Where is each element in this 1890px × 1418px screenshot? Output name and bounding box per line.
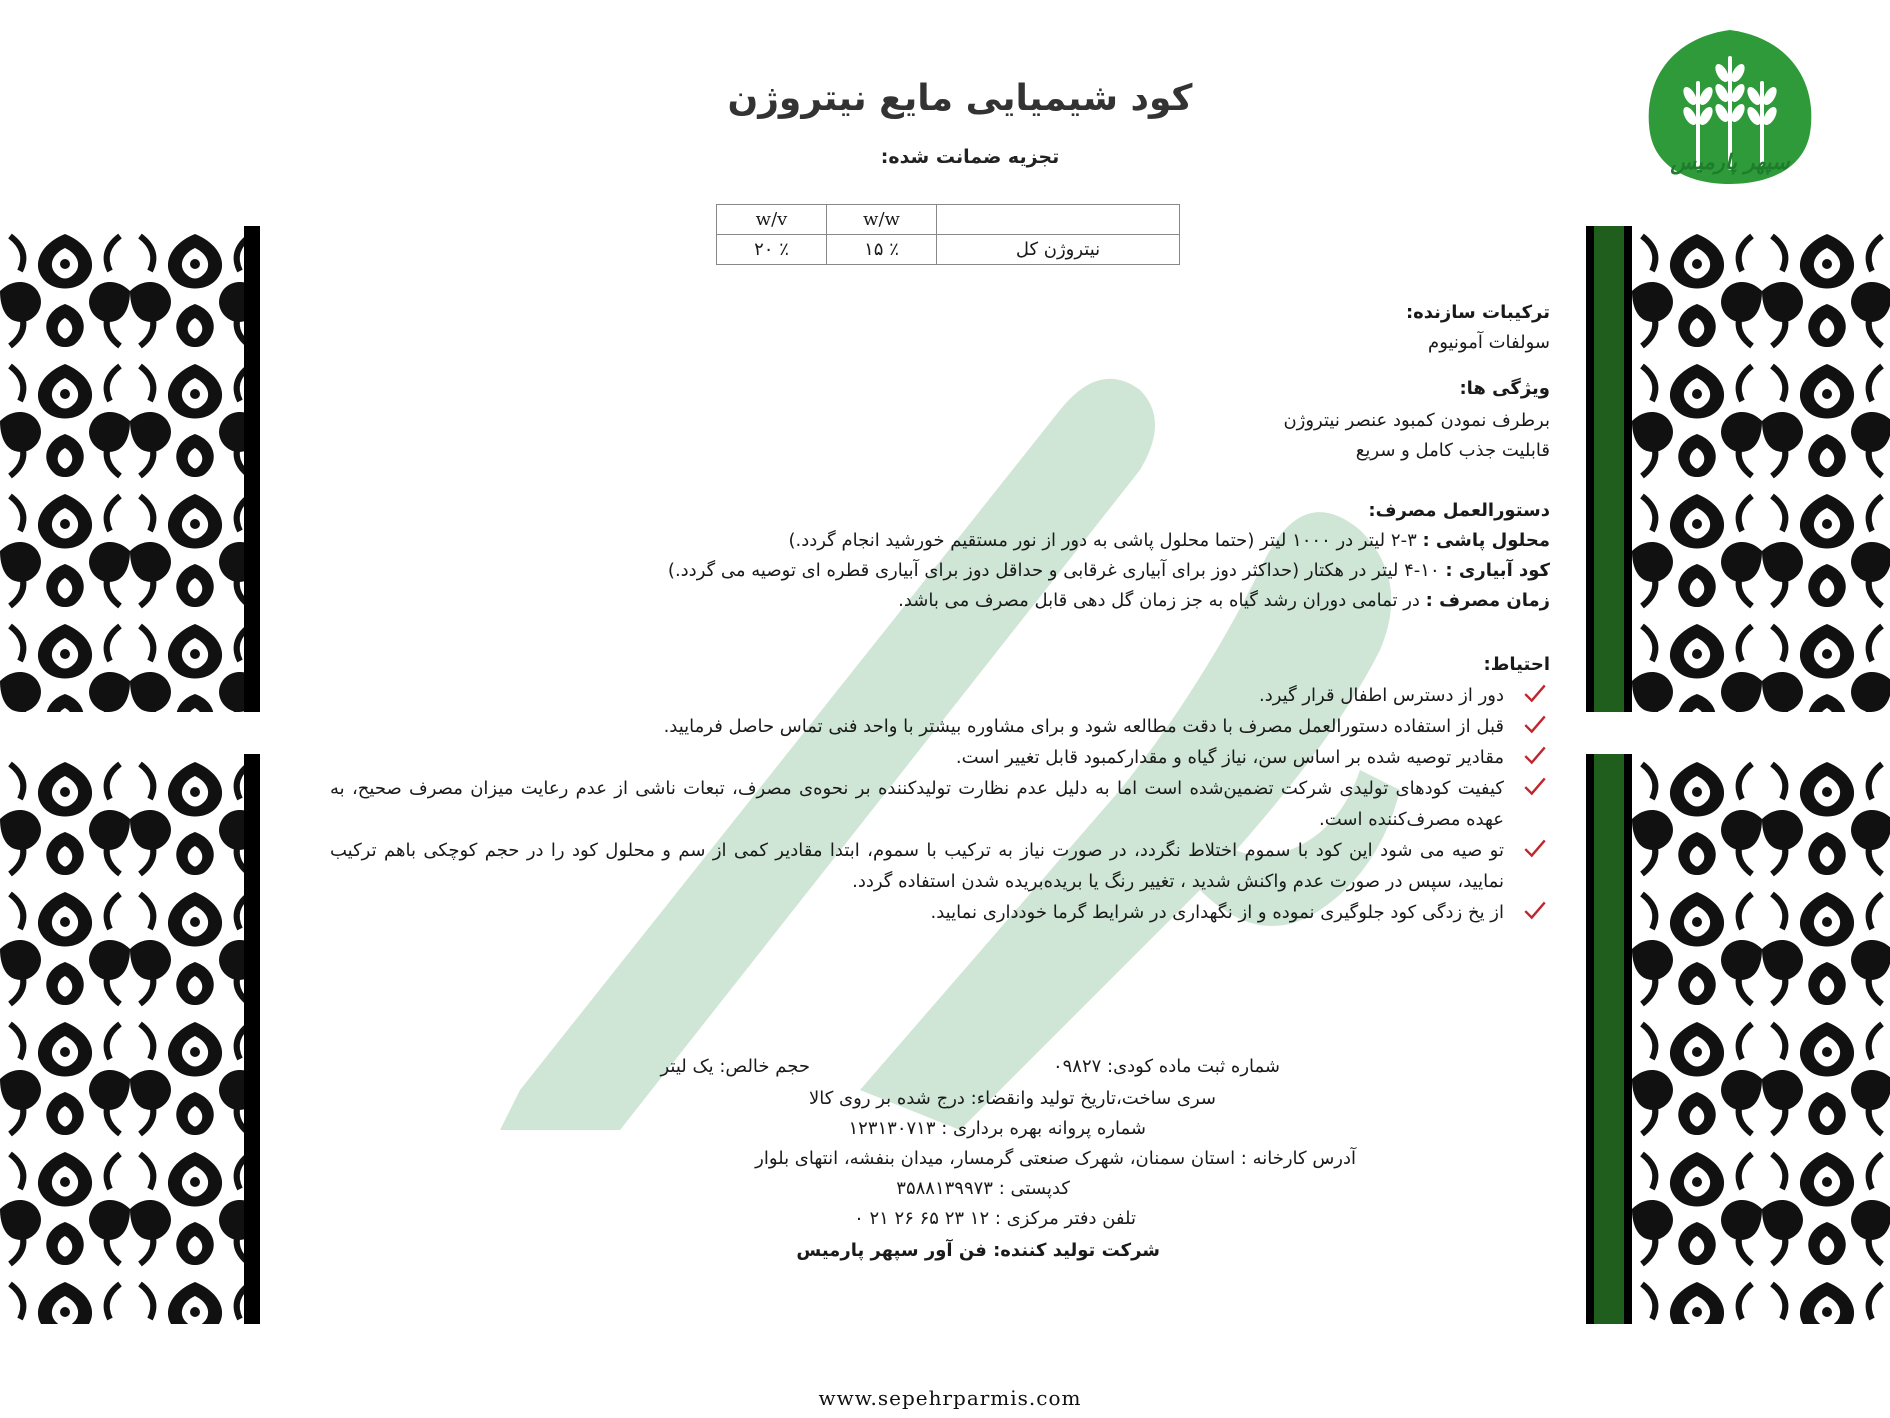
license-number: شماره پروانه بهره برداری : ۱۲۳۱۳۰۷۱۳ <box>848 1118 1146 1139</box>
list-item <box>330 773 1550 835</box>
website-link[interactable]: www.sepehrparmis.com <box>818 1386 1082 1410</box>
damask-panel-left-top <box>0 226 244 712</box>
cautions-list <box>330 680 1550 928</box>
caution-text: تو صیه می شود این کود با سموم اختلاط نگردد، در صورت نیاز به ترکیب با سموم، ابتدا مقادیر کمی از سم و محلول کود را در حجم کوچکی باهم ترکیب نمایید، سپس در صورت عدم واکنش شدید ، تغییر رنگ یا بریده‌بریده شدن استفاده گردد. <box>330 840 1504 892</box>
table-row <box>717 235 1180 265</box>
list-item <box>330 680 1550 711</box>
guaranteed-analysis-heading: تجزیه ضمانت شده: <box>880 146 1060 168</box>
list-item <box>330 835 1550 897</box>
list-item <box>330 742 1550 773</box>
usage-item-timing <box>898 586 1550 616</box>
header-nutrient <box>937 205 1180 235</box>
left-bar-bottom <box>244 754 260 1324</box>
batch-info: سری ساخت،تاریخ تولید وانقضاء: درج شده بر روی کالا <box>809 1088 1216 1109</box>
usage-label: کود آبیاری : <box>1445 560 1550 581</box>
usage-item-foliar <box>788 526 1550 556</box>
postal-code: کدپستی : ۳۵۸۸۱۳۹۹۷۳ <box>896 1178 1070 1199</box>
usage-label: محلول پاشی : <box>1422 530 1550 551</box>
list-item <box>330 897 1550 928</box>
cell-wv: ٪ ۲۰ <box>717 235 827 265</box>
left-bar-top <box>244 226 260 712</box>
usage-text: ۳-۲ لیتر در ۱۰۰۰ لیتر (حتما محلول پاشی به دور از نور مستقیم خورشید انجام گردد.) <box>788 530 1423 551</box>
table-header-row <box>717 205 1180 235</box>
phone-number: تلفن دفتر مرکزی : ۱۲ ۲۳ ۶۵ ۲۶ ۲۱ ۰ <box>854 1208 1136 1229</box>
caution-text: دور از دسترس اطفال قرار گیرد. <box>1258 685 1504 706</box>
damask-panel-right-bottom <box>1632 754 1890 1324</box>
header-ww: w/w <box>827 205 937 235</box>
cell-nutrient: نیتروژن کل <box>937 235 1180 265</box>
feature-item: قابلیت جذب کامل و سریع <box>1355 440 1550 461</box>
composition-text: سولفات آمونیوم <box>1428 332 1550 353</box>
caution-text: مقادیر توصیه شده بر اساس سن، نیاز گیاه و مقدارکمبود قابل تغییر است. <box>955 747 1504 768</box>
check-icon <box>1522 897 1548 923</box>
usage-item-fertigation <box>668 556 1550 586</box>
registration-number: شماره ثبت ماده کودی: ۰۹۸۲۷ <box>1052 1056 1280 1077</box>
caution-text: کیفیت کودهای تولیدی شرکت تضمین‌شده است اما به دلیل عدم نظارت تولیدکننده بر نحوه‌ی مصرف، تبعات ناشی از عدم رعایت میزان مصرف صحیح، به عهده مصرف‌کننده است. <box>330 778 1504 830</box>
analysis-table <box>716 204 1180 265</box>
usage-heading: دستورالعمل مصرف: <box>1368 500 1550 521</box>
manufacturer: شرکت تولید کننده: فن آور سپهر پارمیس <box>796 1240 1160 1261</box>
feature-item: برطرف نمودن کمبود عنصر نیتروژن <box>1283 410 1550 431</box>
header-wv: w/v <box>717 205 827 235</box>
check-icon <box>1522 680 1548 706</box>
usage-label: زمان مصرف : <box>1425 590 1550 611</box>
brand-name: سپهر پارمیس <box>1670 150 1790 174</box>
caution-text: از یخ زدگی کود جلوگیری نموده و از نگهداری در شرایط گرما خودداری نمایید. <box>930 902 1504 923</box>
page-title: کود شیمیایی مایع نیتروژن <box>727 78 1193 119</box>
caution-text: قبل از استفاده دستورالعمل مصرف با دقت مطالعه شود و برای مشاوره بیشتر با واحد فنی تماس حاصل فرمایید. <box>663 716 1504 737</box>
damask-panel-left-bottom <box>0 754 244 1324</box>
check-icon <box>1522 711 1548 737</box>
damask-panel-right-top <box>1632 226 1890 712</box>
features-heading: ویژگی ها: <box>1459 378 1550 399</box>
cell-ww: ٪ ۱۵ <box>827 235 937 265</box>
composition-heading: ترکیبات سازنده: <box>1405 302 1550 323</box>
usage-text: ۱۰-۴ لیتر در هکتار (حداکثر دوز برای آبیاری غرقابی و حداقل دوز برای آبیاری قطره ای توصیه می گردد.) <box>667 560 1446 581</box>
factory-address: آدرس کارخانه : استان سمنان، شهرک صنعتی گرمسار، میدان بنفشه، انتهای بلوار <box>755 1148 1356 1169</box>
right-bar-top <box>1586 226 1632 712</box>
usage-text: در تمامی دوران رشد گیاه به جز زمان گل دهی قابل مصرف می باشد. <box>898 590 1426 611</box>
right-bar-bottom <box>1586 754 1632 1324</box>
check-icon <box>1522 773 1548 799</box>
check-icon <box>1522 835 1548 861</box>
cautions-heading: احتیاط: <box>1483 654 1550 675</box>
list-item <box>330 711 1550 742</box>
check-icon <box>1522 742 1548 768</box>
net-volume: حجم خالص: یک لیتر <box>660 1056 810 1077</box>
